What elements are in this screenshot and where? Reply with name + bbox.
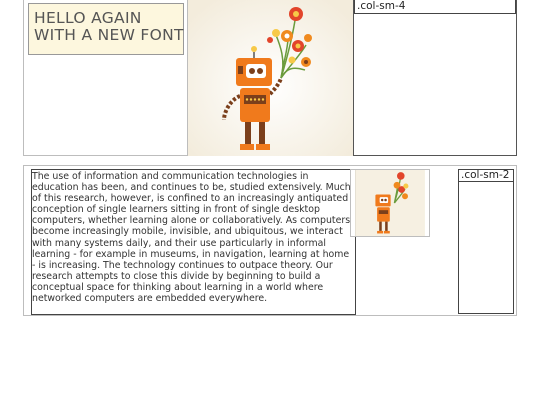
- column-image: [188, 0, 353, 156]
- title-line-2: WITH A NEW FONT: [34, 26, 184, 44]
- column-sm-2: [458, 169, 514, 314]
- thumbnail-column: [350, 169, 430, 237]
- content-row: [23, 165, 517, 316]
- col-sm-4-label: .col-sm-4: [354, 0, 516, 14]
- col-sm-2-label: .col-sm-2: [459, 170, 513, 182]
- column-sm-4: [353, 0, 517, 156]
- title-line-1: HELLO AGAIN: [34, 9, 142, 27]
- robot-body: [240, 88, 270, 122]
- body-paragraph: The use of information and communication technologies in education has been, and continues to be, studied extensively. Much of this research, however, is confined to an increasingly antiquated conception of single learners sitting in front of single desktop computers, whether learning alone or collaboratively. As computers become increasingly mobile, invisible, and ubiquitous, we interact with many systems daily, and their use particularly in informal learning - for example in museums, in navigation, learning at home - is increasing. The technology continues to outpace theory. Our research attempts to close this divide by beginning to build a conceptual space for thinking about learning in a world where networked computers are embedded everywhere.: [32, 171, 351, 305]
- column-title: [23, 0, 188, 156]
- robot-illustration: [188, 0, 353, 156]
- page-title: [34, 10, 184, 44]
- top-row: [23, 0, 517, 156]
- robot-thumbnail: [351, 170, 429, 236]
